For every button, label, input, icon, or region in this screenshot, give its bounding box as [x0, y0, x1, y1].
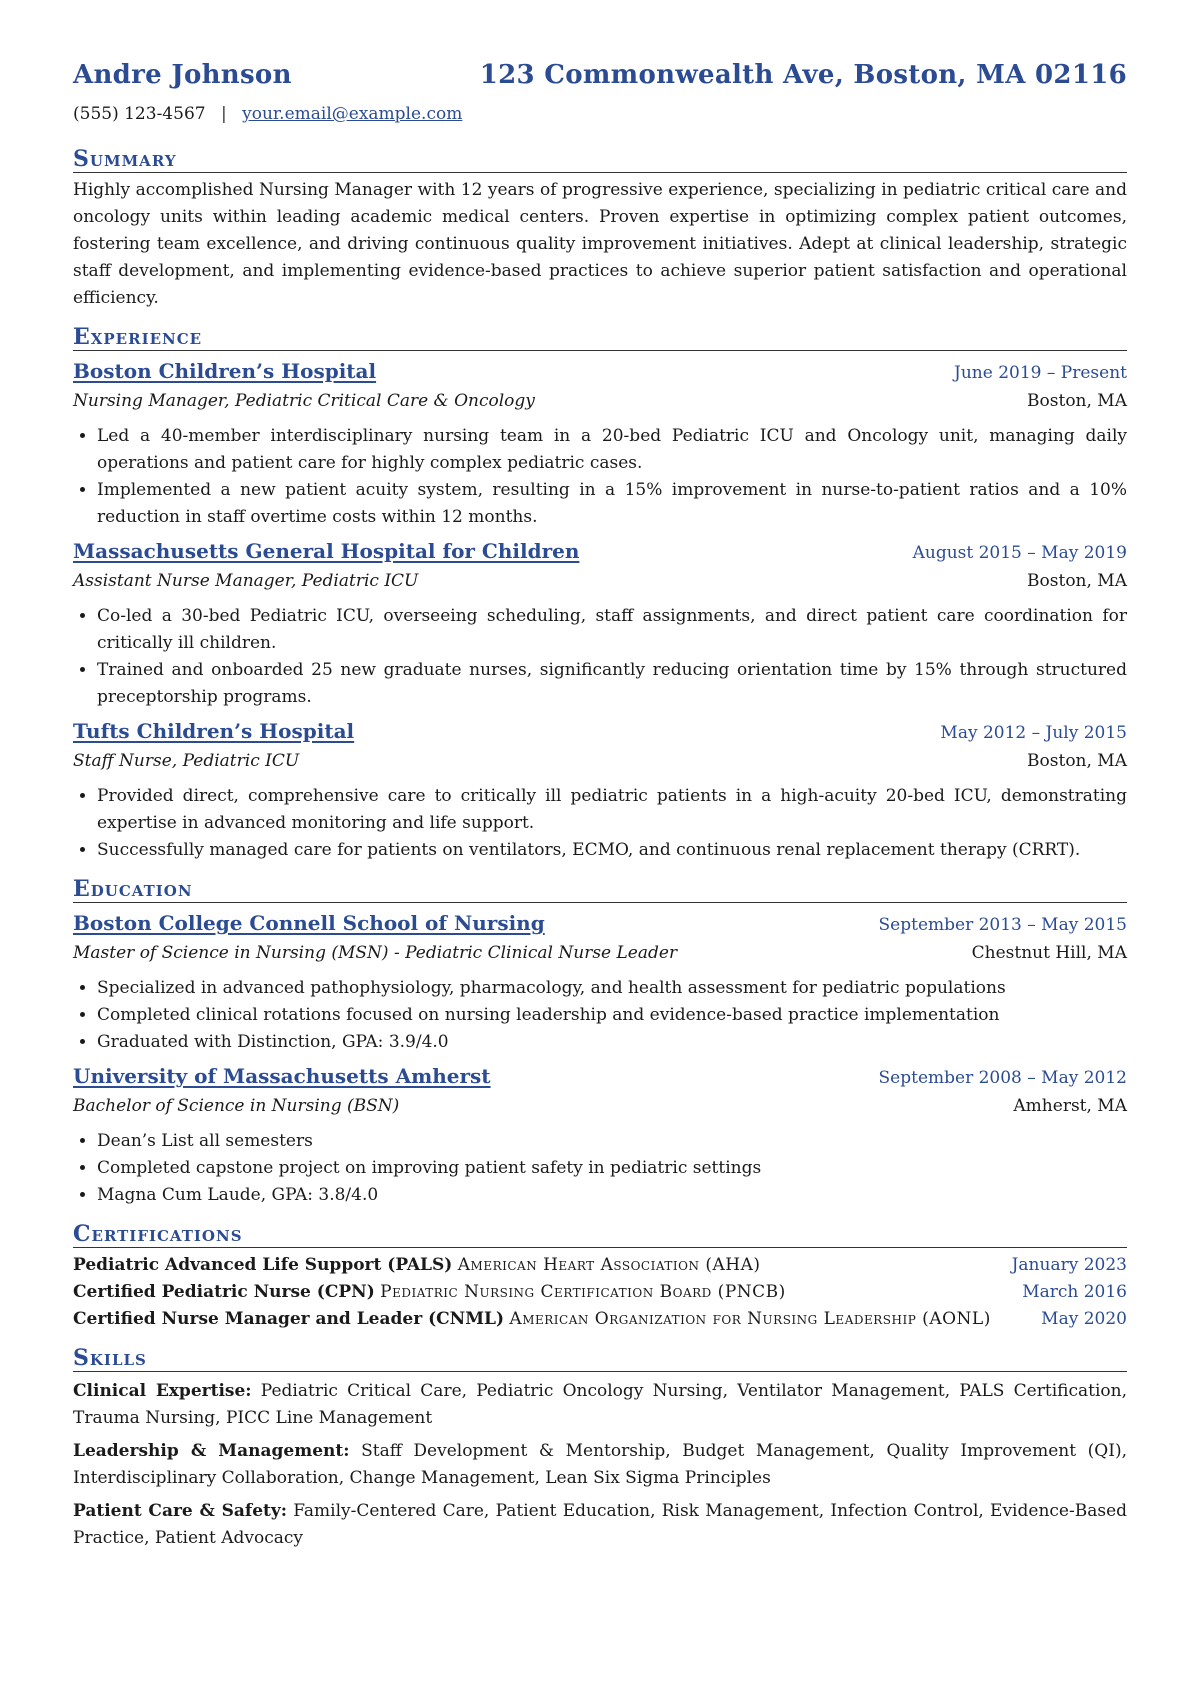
certification-issuer: American Heart Association (AHA) [457, 1255, 761, 1275]
skill-group [73, 1378, 1127, 1432]
degree-title: Bachelor of Science in Nursing (BSN) [73, 1096, 400, 1116]
certification-item [73, 1306, 1127, 1333]
bullet-item: • Co-led a 30-bed Pediatric ICU, overseeing scheduling, staff assignments, and direct patient care coordination for critically ill children. [97, 603, 1127, 657]
employment-dates: June 2019 – Present [954, 363, 1127, 383]
certification-date: January 2023 [1011, 1255, 1127, 1275]
certification-issuer: Pediatric Nursing Certification Board (PNCB) [380, 1282, 786, 1302]
school-name: Boston College Connell School of Nursing [73, 911, 545, 935]
section-title-summary: Summary [73, 146, 1127, 173]
summary-text: Highly accomplished Nursing Manager with 12 years of progressive experience, specializing in pediatric critical care and oncology units within leading academic medical centers. Proven expertise in optimizing complex patient outcomes, fostering team excellence, and driving continuous quality improvement initiatives. Adept at clinical leadership, strategic staff development, and implementing evidence-based practices to achieve superior patient satisfaction and operational efficiency. [73, 180, 1127, 308]
skill-group [73, 1498, 1127, 1552]
resume-header [73, 60, 1127, 102]
certification-item [73, 1279, 1127, 1306]
degree-title: Master of Science in Nursing (MSN) - Pediatric Clinical Nurse Leader [73, 943, 678, 963]
section-title-experience: Experience [73, 324, 1127, 351]
skill-group-label: Patient Care & Safety: [73, 1501, 288, 1521]
school-location: Chestnut Hill, MA [971, 943, 1127, 963]
certification-date: March 2016 [1022, 1282, 1127, 1302]
certification-name: Certified Pediatric Nurse (CPN) [73, 1282, 375, 1302]
skill-group [73, 1438, 1127, 1492]
bullet-item: • Graduated with Distinction, GPA: 3.9/4.0 [97, 1029, 1127, 1056]
contact-line [73, 104, 1127, 134]
certification-item [73, 1252, 1127, 1279]
bullet-item: • Dean’s List all semesters [97, 1128, 1127, 1155]
candidate-name: Andre Johnson [73, 60, 292, 90]
skill-group-label: Leadership & Management: [73, 1441, 350, 1461]
bullet-list [73, 783, 1127, 864]
employment-dates: May 2012 – July 2015 [940, 723, 1127, 743]
bullet-item: • Provided direct, comprehensive care to critically ill pediatric patients in a high-acuity 20-bed ICU, demonstrating expertise in advanced monitoring and life support. [97, 783, 1127, 837]
section-title-education: Education [73, 876, 1127, 903]
bullet-item: • Specialized in advanced pathophysiology, pharmacology, and health assessment for pediatric populations [97, 975, 1127, 1002]
school-location: Amherst, MA [1013, 1096, 1127, 1116]
education-entry [73, 909, 1127, 1056]
certification-issuer: American Organization for Nursing Leadership (AONL) [509, 1309, 991, 1329]
email-link[interactable]: your.email@example.com [242, 104, 463, 124]
job-location: Boston, MA [1027, 391, 1127, 411]
school-name: University of Massachusetts Amherst [73, 1064, 491, 1088]
section-title-skills: Skills [73, 1345, 1127, 1372]
certification-name: Pediatric Advanced Life Support (PALS) [73, 1255, 453, 1275]
certification-name: Certified Nurse Manager and Leader (CNML) [73, 1309, 505, 1329]
bullet-list [73, 1128, 1127, 1209]
bullet-item: • Successfully managed care for patients on ventilators, ECMO, and continuous renal replacement therapy (CRRT). [97, 837, 1127, 864]
study-dates: September 2013 – May 2015 [878, 915, 1127, 935]
job-location: Boston, MA [1027, 571, 1127, 591]
experience-entry [73, 357, 1127, 531]
experience-entry [73, 537, 1127, 711]
bullet-item: • Implemented a new patient acuity system, resulting in a 15% improvement in nurse-to-patient ratios and a 10% reduction in staff overtime costs within 12 months. [97, 477, 1127, 531]
skill-group-label: Clinical Expertise: [73, 1381, 252, 1401]
bullet-item: • Magna Cum Laude, GPA: 3.8/4.0 [97, 1182, 1127, 1209]
certification-list [73, 1252, 1127, 1333]
job-location: Boston, MA [1027, 751, 1127, 771]
contact-separator: | [220, 104, 227, 124]
resume-page [73, 60, 1127, 1552]
skill-group-text: Pediatric Critical Care, Pediatric Oncology Nursing, Ventilator Management, PALS Certification, Trauma Nursing, PICC Line Management [73, 1381, 1127, 1428]
employment-dates: August 2015 – May 2019 [912, 543, 1127, 563]
skill-group-text: Staff Development & Mentorship, Budget Management, Quality Improvement (QI), Interdisciplinary Collaboration, Change Management, Lean Six Sigma Principles [73, 1441, 1127, 1488]
employer-name: Boston Children’s Hospital [73, 359, 377, 383]
study-dates: September 2008 – May 2012 [878, 1068, 1127, 1088]
education-entry [73, 1062, 1127, 1209]
job-title: Assistant Nurse Manager, Pediatric ICU [73, 571, 419, 591]
skill-group-text: Family-Centered Care, Patient Education, Risk Management, Infection Control, Evidence-Based Practice, Patient Advocacy [73, 1501, 1128, 1548]
bullet-list [73, 603, 1127, 711]
experience-entry [73, 717, 1127, 864]
bullet-list [73, 975, 1127, 1056]
phone-number: (555) 123-4567 [73, 104, 206, 124]
bullet-item: • Completed clinical rotations focused on nursing leadership and evidence-based practice implementation [97, 1002, 1127, 1029]
bullet-list [73, 423, 1127, 531]
job-title: Nursing Manager, Pediatric Critical Care & Oncology [73, 391, 535, 411]
job-title: Staff Nurse, Pediatric ICU [73, 751, 300, 771]
candidate-address: 123 Commonwealth Ave, Boston, MA 02116 [479, 60, 1127, 90]
employer-name: Tufts Children’s Hospital [73, 719, 355, 743]
bullet-item: • Completed capstone project on improving patient safety in pediatric settings [97, 1155, 1127, 1182]
employer-name: Massachusetts General Hospital for Children [73, 539, 580, 563]
bullet-item: • Trained and onboarded 25 new graduate nurses, significantly reducing orientation time by 15% through structured preceptorship programs. [97, 657, 1127, 711]
section-title-certifications: Certifications [73, 1221, 1127, 1248]
certification-date: May 2020 [1041, 1309, 1127, 1329]
bullet-item: • Led a 40-member interdisciplinary nursing team in a 20-bed Pediatric ICU and Oncology unit, managing daily operations and patient care for highly complex pediatric cases. [97, 423, 1127, 477]
